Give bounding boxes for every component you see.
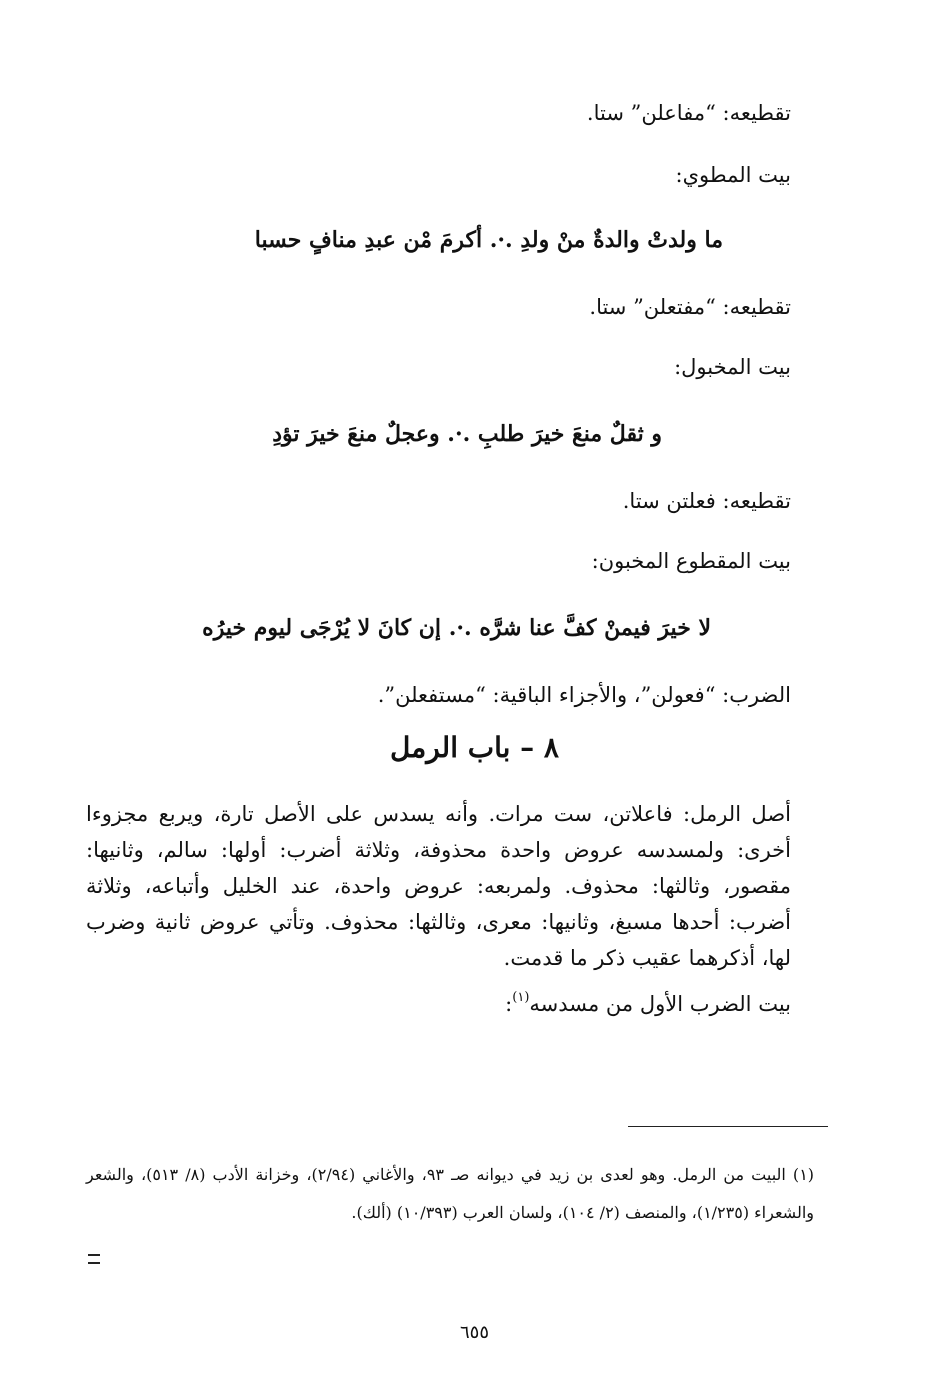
paragraph-last-text: بيت الضرب الأول من مسدسه [529,992,791,1016]
verse-label-makhbul: بيت المخبول: [674,355,791,379]
scansion-line-3: تقطيعه: فعلتن ستا. [622,489,791,513]
paragraph-body: أصل الرمل: فاعلاتن، ست مرات. وأنه يسدس على الأصل تارة، ويربع مجزوءا أخرى: ولمسدسه عروض واحدة محذوفة، وثلاثة أضرب: أولها: سالم، وثانيها: مقصور، وثالثها: محذوف. ولمربعه: عروض واحدة، عند الخليل وأتباعه، وثلاثة أضرب: أحدها مسبغ، وثانيها: معرى، وثالثها: محذوف. وتأتي عروض ثانية وضرب لها، أذكرهما عقيب ذكر ما قدمت. [86,802,791,970]
footnote-divider [628,1126,828,1127]
verse-maqtu: لا خيرَ فيمنْ كفَّ عنا شرَّه .·. إن كانَ لا يُرْجَى ليوم خيرُه [202,615,711,641]
scansion-line-2: تقطيعه: “مفتعلن” ستا. [589,295,791,319]
verse-makhbul: و ثقلٌ منعَ خيرَ طلبِ .·. وعجلٌ منعَ خيرَ تؤدِ [272,421,662,447]
footnote: (١) البيت من الرمل. وهو لعدى بن زيد في ديوانه صـ ٩٣، والأغاني (٢/٩٤)، وخزانة الأدب (٨/ ٥١٣)، والشعر والشعراء (١/٢٣٥)، والمنصف (٢/ ١٠٤)، ولسان العرب (١٠/٣٩٣) (ألك). [86,1165,815,1222]
continuation-mark [88,1254,100,1264]
paragraph-colon: : [505,992,513,1016]
scansion-line-1: تقطيعه: “مفاعلن” ستا. [586,101,791,125]
verse-matwi: ما ولدتْ والدةٌ منْ ولدِ .·. أكرمَ مْن عبدِ منافٍ حسبا [254,227,723,253]
section-heading: ٨ – باب الرمل [390,731,559,764]
verse-label-matwi: بيت المطوي: [675,163,791,187]
section-paragraph [86,796,791,1022]
verse-label-maqtu: بيت المقطوع المخبون: [591,549,791,573]
footnote-ref: (١) [512,990,530,1005]
page-number: ٦٥٥ [459,1322,489,1343]
paragraph-last-line [86,980,791,1022]
meter-note: الضرب: “فعولن”، والأجزاء الباقية: “مستفعلن”. [377,683,791,707]
